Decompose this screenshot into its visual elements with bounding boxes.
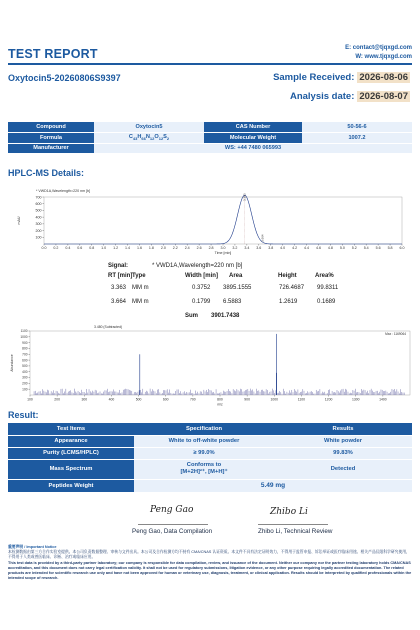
y-tick-label: 900 <box>22 340 28 345</box>
y-tick-label: 800 <box>22 346 28 351</box>
hplc-chromatogram <box>14 186 414 260</box>
x-tick-label: 4.2 <box>292 246 298 250</box>
signature-caption-right: Zhibo Li, Technical Review <box>258 528 333 535</box>
peak-table-header-cell: RT [min] <box>108 273 133 279</box>
cas-value: 50-56-6 <box>302 122 412 133</box>
peak-table-cell: 3.363 <box>111 285 127 291</box>
formula-label: Formula <box>8 133 94 144</box>
peak-table-cell: 0.1689 <box>317 299 336 305</box>
signature-right: Zhibo Li <box>270 507 308 517</box>
result-value: Detected <box>274 459 412 479</box>
sample-received-label: Sample Received: <box>273 72 355 83</box>
result-section-title: Result: <box>8 410 39 420</box>
manufacturer-label: Manufacturer <box>8 143 94 154</box>
x-tick-label: 1000 <box>270 397 279 402</box>
x-tick-label: 5.0 <box>339 246 345 250</box>
signature-left: Peng Gao <box>150 505 194 515</box>
result-header-results: Results <box>274 423 412 435</box>
x-axis-label: Time [min] <box>214 251 232 255</box>
peak-table-header-cell: Width [min] <box>185 273 218 279</box>
x-tick-label: 1400 <box>379 397 387 402</box>
plot-frame <box>44 197 402 244</box>
x-tick-label: 0.8 <box>89 246 95 250</box>
mass-spectrum-chart <box>8 323 416 407</box>
y-tick-label: 300 <box>35 222 42 227</box>
peak-table-cell: 1.2619 <box>279 299 298 305</box>
signature-line-right <box>258 524 328 525</box>
info-row-compound <box>8 122 412 133</box>
x-tick-label: 2.6 <box>196 246 202 250</box>
y-tick-label: 300 <box>22 375 28 380</box>
x-tick-label: 5.2 <box>351 246 357 250</box>
x-tick-label: 1.6 <box>136 246 142 250</box>
peak-table-header-cell: Height <box>278 273 297 279</box>
y-tick-label: 700 <box>35 195 42 200</box>
result-item: Appearance <box>8 435 134 447</box>
peak-label: 3.664 <box>260 234 265 242</box>
result-item: Purity (LCMS/HPLC) <box>8 447 134 459</box>
cas-label: CAS Number <box>204 122 302 133</box>
signature-caption-left: Peng Gao, Data Compilation <box>132 528 213 535</box>
x-tick-label: 2.0 <box>160 246 166 250</box>
compound-value: Oxytocin5 <box>94 122 204 133</box>
result-row-purity <box>8 447 412 459</box>
x-tick-label: 5.6 <box>375 246 381 250</box>
compound-label: Compound <box>8 122 94 133</box>
y-tick-label: 1000 <box>20 335 28 340</box>
x-tick-label: 5.4 <box>363 246 369 250</box>
x-tick-label: 5.8 <box>387 246 393 250</box>
result-row-mass-spectrum <box>8 459 412 479</box>
chart-title: * VWD1A,Wavelength=220 nm [b] <box>36 189 91 193</box>
x-tick-label: 1.0 <box>101 246 107 250</box>
result-value: 99.83% <box>274 447 412 459</box>
x-tick-label: 700 <box>190 397 196 402</box>
plot-frame <box>30 331 410 395</box>
x-tick-label: 1.2 <box>113 246 119 250</box>
x-tick-label: 0.4 <box>65 246 71 250</box>
x-tick-label: 2.2 <box>172 246 178 250</box>
x-tick-label: 100 <box>27 397 33 402</box>
contact-block <box>345 44 412 62</box>
important-notice <box>8 545 412 581</box>
mw-label: Molecular Weight <box>204 133 302 144</box>
notice-chinese: 本检测数据由第三方合作实验室提供。本公司负责数据整理、审核与文件出具。本公司及合作检测方均不持有 CMA/CNAS 认证资质。本文件不具有法定证明效力，不得用于监管申报、诉讼举证或医疗临床用途。相关产品仅限科学研究使用，不得用于人类或兽医临床、诊断、治疗或临床应用。 <box>8 550 410 560</box>
result-header-items: Test Items <box>8 423 134 435</box>
x-tick-label: 4.6 <box>315 246 321 250</box>
contact-website[interactable]: W: www.tjqxgd.com <box>355 54 412 60</box>
formula-value <box>94 133 204 144</box>
x-tick-label: 300 <box>81 397 88 402</box>
result-item: Mass Spectrum <box>8 459 134 479</box>
x-tick-label: 1.4 <box>125 246 131 250</box>
x-tick-label: 1100 <box>297 397 306 402</box>
x-tick-label: 1200 <box>324 397 333 402</box>
compound-info-table <box>8 122 412 154</box>
result-item: Peptides Weight <box>8 479 134 492</box>
x-tick-label: 3.0 <box>220 246 226 250</box>
x-tick-label: 2.8 <box>208 246 214 250</box>
y-tick-label: 500 <box>22 364 28 369</box>
x-tick-label: 4.0 <box>280 246 286 250</box>
y-tick-label: 1100 <box>20 329 28 334</box>
y-tick-label: 200 <box>22 381 28 386</box>
y-axis-label: Abundance <box>10 354 14 372</box>
header-divider <box>8 63 412 65</box>
result-spec: Conforms to [M+2H]²⁺, [M+H]⁺ <box>134 459 274 479</box>
y-tick-label: 500 <box>35 208 42 213</box>
product-code: Oxytocin5-20260806S9397 <box>8 73 121 83</box>
y-tick-label: 400 <box>22 369 28 374</box>
result-value: White powder <box>274 435 412 447</box>
x-tick-label: 900 <box>244 397 250 402</box>
chart-title: 3.480 (Subtracted) <box>94 325 123 329</box>
x-tick-label: 4.8 <box>327 246 333 250</box>
result-row-appearance <box>8 435 412 447</box>
result-header-row <box>8 423 412 435</box>
sum-value: 3901.7438 <box>211 313 240 319</box>
peak-table-cell: 3895.1555 <box>223 285 252 291</box>
signal-line <box>108 263 243 269</box>
analysis-date <box>290 91 410 102</box>
x-tick-label: 3.2 <box>232 246 238 250</box>
peak-table-cell: 0.3752 <box>192 285 211 291</box>
y-tick-label: 100 <box>22 387 28 392</box>
peak-table-header-cell: Area <box>229 273 243 279</box>
contact-email[interactable]: E: contact@tjqxgd.com <box>345 45 412 51</box>
y-tick-label: 700 <box>22 352 28 357</box>
peak-table-cell: 0.1799 <box>192 299 211 305</box>
signal-label: Signal: <box>108 263 129 269</box>
x-axis-label: m/z <box>217 402 223 407</box>
peak-table-cell: 6.5883 <box>223 299 242 305</box>
x-tick-label: 2.4 <box>184 246 190 250</box>
notice-english: This test data is provided by a third-party partner laboratory; our company is responsible for data compilation, review, and issuance of the document. Neither our company nor the partner testing laboratory holds CMA/CNAS accreditation, and this document does not carry legal certification validity. It shall not be used for regulatory submissions, litigation evidence, or any other purpose requiring legally accredited documentation. The related products are intended for scientific research use only and have not been approved for human or veterinary use, diagnosis, treatment, or clinical application. Results should be interpreted by qualified professionals within the intended scope of research. <box>8 560 412 581</box>
result-spec: ≥ 99.0% <box>134 447 274 459</box>
chromatogram-trace <box>44 195 402 244</box>
x-tick-label: 3.8 <box>268 246 274 250</box>
analysis-date-value: 2026-08-07 <box>359 91 408 102</box>
sample-received-value: 2026-08-06 <box>359 72 408 83</box>
x-tick-label: 200 <box>54 397 60 402</box>
peak-table-cell: 726.4687 <box>279 285 305 291</box>
result-row-weight <box>8 479 412 492</box>
x-tick-label: 600 <box>162 397 169 402</box>
hplc-section-title: HPLC-MS Details: <box>8 168 85 178</box>
peak-table-cell: MM m <box>132 285 149 291</box>
y-axis-label: mAU <box>17 216 21 225</box>
signature-line-left <box>138 524 208 525</box>
manufacturer-value: WS: +44 7480 065993 <box>94 143 412 154</box>
x-tick-label: 6.0 <box>399 246 405 250</box>
result-header-spec: Specification <box>134 423 274 435</box>
peak-table-header-cell: Type <box>132 273 146 279</box>
info-row-manufacturer <box>8 143 412 154</box>
sample-received <box>273 72 410 83</box>
peak-table-cell: 99.8311 <box>317 285 339 291</box>
y-tick-label: 100 <box>35 235 42 240</box>
max-label: Max : 1169064 <box>385 332 406 336</box>
peak-label: 3.363 <box>242 193 247 201</box>
x-tick-label: 3.4 <box>244 246 250 250</box>
x-tick-label: 0.6 <box>77 246 83 250</box>
y-tick-label: 600 <box>22 358 28 363</box>
x-tick-label: 3.6 <box>256 246 262 250</box>
y-tick-label: 600 <box>35 202 42 207</box>
x-tick-label: 400 <box>108 397 115 402</box>
info-row-formula <box>8 133 412 144</box>
result-spec: White to off-white powder <box>134 435 274 447</box>
peak-table-cell: MM m <box>132 299 149 305</box>
y-tick-label: 200 <box>35 228 42 233</box>
x-tick-label: 800 <box>217 397 223 402</box>
x-tick-label: 4.4 <box>304 246 310 250</box>
x-tick-label: 0.2 <box>53 246 59 250</box>
peak-table-cell: 3.664 <box>111 299 127 305</box>
x-tick-label: 0.0 <box>41 246 47 250</box>
report-title: TEST REPORT <box>8 47 98 61</box>
analysis-date-label: Analysis date: <box>289 91 355 102</box>
peak-table-header-cell: Area% <box>315 273 334 279</box>
formula-text: $C_{43}H_{66}N_{12}O_{12}S_2$ <box>128 134 170 142</box>
x-tick-label: 500 <box>135 397 142 402</box>
x-tick-label: 1.8 <box>148 246 154 250</box>
signal-value: * VWD1A,Wavelength=220 nm [b] <box>152 263 243 269</box>
result-value: 5.49 mg <box>134 479 412 492</box>
result-table <box>8 423 412 493</box>
x-tick-label: 1300 <box>351 397 360 402</box>
sum-label: Sum <box>185 313 199 319</box>
y-tick-label: 400 <box>35 215 42 220</box>
mw-value: 1007.2 <box>302 133 412 144</box>
notice-heading: 重要声明 / Important Notice <box>8 545 57 549</box>
